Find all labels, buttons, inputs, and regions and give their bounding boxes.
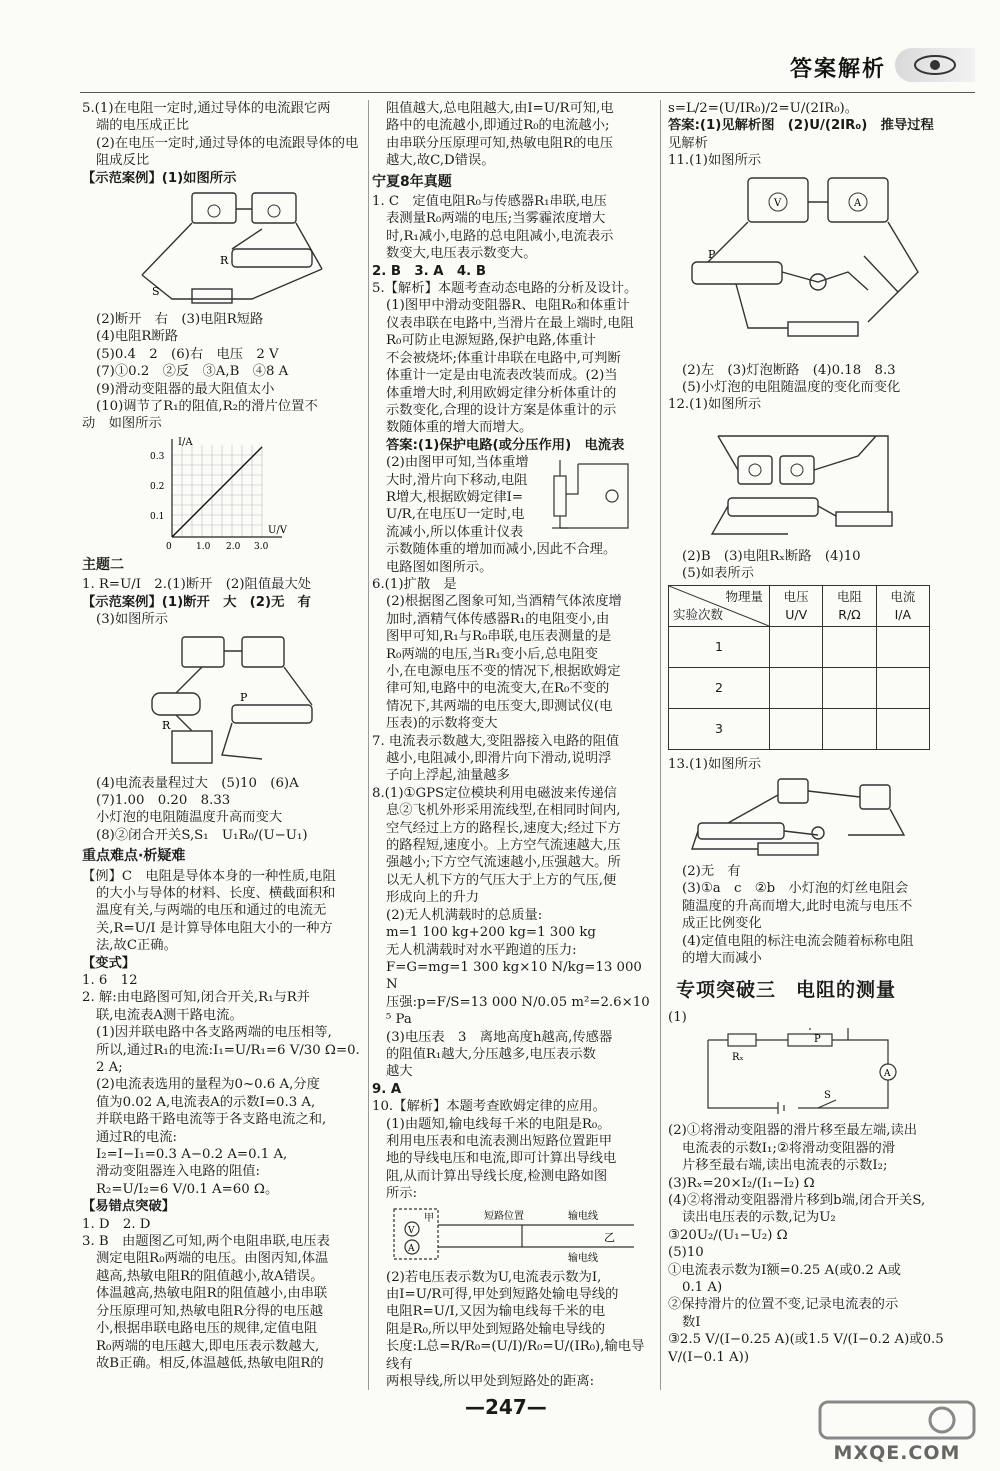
text-line: 所以,通过R₁的电流:I₁=U/R₁=6 V/30 Ω=0.2 A; <box>96 1042 360 1075</box>
text-line: 的阻值R₁越大,分压越多,电压表示数 <box>386 1046 596 1062</box>
text-line: 流减小,所以体重计仪表 <box>386 524 524 540</box>
text-line: 时,R₁减小,电路的总电阻减小,电流表示 <box>386 228 614 244</box>
text-line: 【变式】 <box>82 955 136 971</box>
table-cell: 1 <box>669 626 770 667</box>
text-line: ①电流表示数为I额=0.25 A(或0.2 A或 <box>668 1262 901 1278</box>
switch-label: S <box>152 285 160 299</box>
text-line: R₀两端的电压,当R₁变小后,总电阻变 <box>386 646 598 662</box>
iu-graph-figure <box>82 435 364 553</box>
text-line: 并联电路干路电流等于各支路电流之和, <box>96 1112 327 1128</box>
text-line: 大时,滑片向下移动,电阻 <box>386 472 528 488</box>
circuit-label: P <box>240 690 248 704</box>
text-line: 的路程短,速度小。上方空气流速越大,压 <box>386 838 621 854</box>
text-line: R增大,根据欧姆定律I= <box>386 489 524 505</box>
text-line: (10)调节了R₁的阻值,R₂的滑片位置不 <box>96 399 318 415</box>
text-line: 仪表串联在电路中,当滑片在最上端时,电阻 <box>386 315 634 331</box>
label-yi: 乙 <box>604 1230 615 1244</box>
column-middle <box>372 100 654 1390</box>
circuit-figure <box>668 172 948 358</box>
graph-xlabel: U/V <box>268 524 288 536</box>
transmission-line-figure <box>372 1205 654 1265</box>
text-line: 联,电流表A测干路电流。 <box>96 1007 243 1023</box>
text-line: 成正比例变化 <box>682 916 762 932</box>
text-line: 加时,酒精气体传感器R₁的电阻变小,由 <box>386 611 610 627</box>
text-line: 滑动变阻器连入电路的阻值: <box>96 1164 261 1180</box>
text-line: ③20U₂/(U₁−U₂) Ω <box>668 1227 788 1243</box>
text-line: 压表)的示数将变大 <box>386 716 498 732</box>
xtick-label: 3.0 <box>254 541 269 552</box>
section-title: 重点难点·析疑难 <box>82 848 186 865</box>
text-line: 端的电压成正比 <box>96 118 190 134</box>
text-line: 【示范案例】(1)如图所示 <box>82 170 237 186</box>
table-cell <box>770 667 823 708</box>
ammeter-icon: A <box>408 1243 415 1254</box>
text-line: 法,故C正确。 <box>96 938 177 954</box>
table-cell <box>876 708 929 749</box>
column-right <box>668 100 948 1390</box>
text-line: 1. D 2. D <box>82 1216 151 1232</box>
text-line: 电流表的示数I₁;②将滑动变阻器的滑 <box>682 1140 896 1156</box>
text-line: 值为0.02 A,电流表A的示数I=0.3 A, <box>96 1094 316 1110</box>
answer-with-figure <box>372 454 654 541</box>
text-line: (2)B (3)电阻Rₓ断路 (4)10 <box>682 548 861 564</box>
eye-icon <box>911 53 959 77</box>
text-line: (7)①0.2 ②反 ③A,B ④8 A <box>96 364 289 380</box>
text-line: 子向上浮起,油量越多 <box>386 768 510 784</box>
text-line: (5)0.4 2 (6)右 电压 2 V <box>96 346 279 362</box>
text-line: 7. 电流表示数越大,变阻器接入电路的阻值 <box>372 733 620 749</box>
text-line: 数随体重的增大而增大。 <box>386 420 533 436</box>
graph-ylabel: I/A <box>178 436 193 448</box>
text-line: 10.【解析】本题考查欧姆定律的应用。 <box>372 1099 606 1115</box>
header-rule <box>80 92 975 93</box>
circuit-diagram <box>668 775 938 859</box>
ammeter-icon: A <box>854 197 862 209</box>
text-line: 的大小与导体的材料、长度、横截面积和 <box>96 885 336 901</box>
text-line: 片移至最右端,读出电流表的示数I₂; <box>682 1158 888 1174</box>
text-line: 电阻R=U/I,又因为输电线每千米的电 <box>386 1304 606 1320</box>
text-line: 示数变化,合理的设计方案是体重计的示 <box>386 402 617 418</box>
text-line: 11.(1)如图所示 <box>668 153 762 169</box>
circuit-label: Rₓ <box>732 1052 744 1064</box>
table-cell <box>770 626 823 667</box>
header-trial: 实验次数 <box>673 607 724 623</box>
text-line: R₀可防止电源短路,保护电路,体重计 <box>386 333 596 349</box>
table-row <box>669 667 930 708</box>
text-line: (8)②闭合开关S,S₁ U₁R₀/(U−U₁) <box>96 827 308 843</box>
text-line: 小,根据串联电路电压的规律,定值电阻 <box>96 1321 318 1337</box>
text-line: (4)电阻R断路 <box>96 329 179 345</box>
text-line: (2)由图甲可知,当体重增 <box>386 455 529 471</box>
text-line: 电路图如图所示。 <box>386 559 493 575</box>
text-line: m=1 100 kg+200 kg=1 300 kg <box>386 925 596 941</box>
table-cell: 3 <box>669 708 770 749</box>
text-line: (2)左 (3)灯泡断路 (4)0.18 8.3 <box>682 362 896 378</box>
text-line: 强越小;下方空气流速越小,压强越大。所 <box>386 855 621 871</box>
text-line: 1. C 定值电阻R₀与传感器R₁串联,电压 <box>372 194 607 210</box>
text-line: R₀两端的电压越大,即电压表示数越大, <box>96 1338 320 1354</box>
text-line: 越大,故C,D错误。 <box>386 153 495 169</box>
xtick-label: 2.0 <box>226 541 241 552</box>
circuit-figure <box>668 416 948 544</box>
text-line: (2)根据图乙图象可知,当酒精气体浓度增 <box>386 594 622 610</box>
text-line: 表测量R₀两端的电压;当雾霾浓度增大 <box>386 211 606 227</box>
text-line: 小灯泡的电阻随温度升高而变大 <box>96 810 283 826</box>
text-line: 无人机满载时对水平跑道的压力: <box>386 942 577 958</box>
text-line: 测定电阻R₀两端的电压。由图丙知,体温 <box>96 1251 329 1267</box>
circuit-diagram <box>82 189 352 307</box>
text-line: I₂=I−I₁=0.3 A−0.2 A=0.1 A, <box>96 1147 288 1163</box>
text-line: 利用电压表和电流表测出短路位置距甲 <box>386 1133 613 1149</box>
text-line: (3)如图所示 <box>96 612 169 628</box>
text-line: 数变大,电压表示数变大。 <box>386 246 537 262</box>
text-line: 1. R=U/I 2.(1)断开 (2)阻值最大处 <box>82 577 312 593</box>
watermark-badge-icon <box>812 1398 982 1442</box>
text-line: 通过R的电流: <box>96 1129 177 1145</box>
table-cell: 2 <box>669 667 770 708</box>
table-corner-cell <box>669 585 770 626</box>
circuit-diagram <box>668 172 938 358</box>
text-line: s=L/2=(U/IR₀)/2=U/(2IR₀)。 <box>668 101 859 116</box>
text-line: 空气经过上方的路程长,速度大;经过下方 <box>386 820 621 836</box>
text-line: U/R,在电压U一定时,电 <box>386 507 525 523</box>
text-line: 越大 <box>386 1064 413 1080</box>
header-title: 答案解析 <box>790 57 887 82</box>
text-line: 数I <box>682 1314 701 1330</box>
text-line: (1)由题知,输电线每千米的电阻是R₀。 <box>386 1116 611 1132</box>
section-title: 宁夏8年真题 <box>372 173 452 190</box>
text-line: 律可知,电路中的电流变大,在R₀不变的 <box>386 681 610 697</box>
text-line: 8.(1)①GPS定位模块利用电磁波来传递信 <box>372 785 617 801</box>
circuit-figure <box>82 189 364 307</box>
special-section-title: 专项突破三 电阻的测量 <box>676 978 897 1001</box>
ytick-label: 0.2 <box>150 481 165 492</box>
text-line: (2)无 有 <box>682 864 741 880</box>
text-line: 3. B 由题图乙可知,两个电阻串联,电压表 <box>82 1234 330 1250</box>
circuit-label: P <box>814 1034 821 1046</box>
text-line: 体温越高,热敏电阻R的阻值越小,由串联 <box>96 1286 328 1302</box>
xtick-label: 1.0 <box>196 541 211 552</box>
text-line: 阻值越大,总电阻越大,由I=U/R可知,电 <box>386 101 614 116</box>
page-number: —247— <box>465 1395 547 1419</box>
text-line: 2. 解:由电路图可知,闭合开关,R₁与R并 <box>82 990 311 1006</box>
transmission-line-diagram <box>372 1205 642 1265</box>
text-line: 2. B 3. A 4. B <box>372 263 486 279</box>
text-line: 地的导线电压和电流,即可计算出导线电 <box>386 1151 617 1167</box>
text-line: 由串联分压原理可知,热敏电阻R的电压 <box>386 135 613 151</box>
table-cell <box>823 626 876 667</box>
text-line: 两根导线,所以甲处到短路处的距离: <box>386 1374 595 1390</box>
text-line: 1. 6 12 <box>82 972 138 988</box>
text-line: 所示: <box>386 1186 418 1202</box>
text-line: 长度:L总=R/R₀=(U/I)/R₀=U/(IR₀),输电导线有 <box>386 1339 645 1372</box>
section-title: 主题二 <box>82 556 124 573</box>
text-line: 路中的电流越小,即通过R₀的电流越小; <box>386 118 610 134</box>
table-cell <box>876 626 929 667</box>
table-row <box>669 708 930 749</box>
text-line: 随温度的升高而增大,此时电流与电压不 <box>682 898 913 914</box>
text-line: 5.【解析】本题考查动态电路的分析及设计。 <box>372 281 638 297</box>
voltmeter-icon: V <box>774 197 782 209</box>
text-line: 答案:(1)见解析图 (2)U/(2IR₀) 推导过程 <box>668 118 934 134</box>
graph-line <box>172 447 262 537</box>
table-cell <box>823 708 876 749</box>
table-header: 电阻 R/Ω <box>823 585 876 626</box>
table-row <box>669 626 930 667</box>
text-line: 示数随体重的增加而减小,因此不合理。 <box>386 542 617 558</box>
circuit-label: P <box>708 247 716 261</box>
text-line: (4)②将滑动变阻器滑片移到b端,闭合开关S, <box>668 1192 926 1208</box>
text-line: (7)1.00 0.20 8.33 <box>96 792 231 808</box>
text-line: (3)电压表 3 离地高度h越高,传感器 <box>386 1029 613 1045</box>
text-line: 以无人机下方的气压大于上方的气压,便 <box>386 872 617 888</box>
circuit-label: S <box>824 1090 831 1102</box>
text-line: 越高,热敏电阻R的阻值越小,故A错误。 <box>96 1268 324 1284</box>
header-badge <box>895 48 975 82</box>
data-table <box>668 585 930 750</box>
text-line: R₂=U/I₂=6 V/0.1 A=60 Ω。 <box>96 1181 279 1197</box>
text-line: 阻是R₀,所以甲处到短路处输电导线的 <box>386 1321 606 1337</box>
text-line: F=G=mg=1 300 kg×10 N/kg=13 000 N <box>386 959 647 993</box>
label-jia: 甲 <box>424 1212 434 1224</box>
text-line: 动 如图所示 <box>82 416 162 432</box>
text-line: (1)图甲中滑动变阻器R、电阻R₀和体重计 <box>386 298 630 314</box>
text-line: 关,R=U/I 是计算导体电阻大小的一种方 <box>96 920 333 936</box>
measurement-circuit <box>668 1028 938 1118</box>
column-left <box>82 100 364 1390</box>
text-line: (9)滑动变阻器的最大阻值太小 <box>96 381 275 397</box>
table-cell <box>823 667 876 708</box>
xtick-label: 0 <box>166 541 172 552</box>
text-line: (1)因并联电路中各支路两端的电压相等, <box>96 1025 332 1041</box>
text-line: 由I=U/R可得,甲处到短路处输电导线的 <box>386 1287 619 1302</box>
text-line: (5)如表所示 <box>682 566 755 582</box>
circuit-label: R <box>162 718 171 732</box>
text-line: 情况下,其两端的电压变大,即测试仪(电 <box>386 698 613 714</box>
label-power-line: 输电线 <box>568 1252 598 1264</box>
text-line: 的增大而减小 <box>682 951 762 967</box>
text-line: 息②飞机外形采用流线型,在相同时间内, <box>386 803 621 819</box>
text-line: 5.(1)在电阻一定时,通过导体的电流跟它两 <box>82 101 331 116</box>
circuit-diagram <box>82 631 352 771</box>
text-line: 越小,电阻减小,即滑片向下滑动,说明浮 <box>386 751 612 767</box>
header-quantity: 物理量 <box>725 588 763 604</box>
circuit-figure <box>82 631 364 771</box>
text-line: (2)电流表选用的量程为0~0.6 A,分度 <box>96 1077 320 1093</box>
text-line: (2)在电压一定时,通过导体的电流跟导体的电阻成反比 <box>96 135 359 169</box>
ytick-label: 0.3 <box>150 451 165 462</box>
text-line: 9. A <box>372 1081 402 1097</box>
text-line: 12.(1)如图所示 <box>668 397 762 413</box>
text-line: (4)定值电阻的标注电流会随着标称电阻 <box>682 933 914 949</box>
text-line: (2)无人机满载时的总质量: <box>386 907 543 923</box>
text-line: 小,在电源电压不变的情况下,根据欧姆定 <box>386 664 621 679</box>
text-line: (2)若电压表示数为U,电流表示数为I, <box>386 1269 602 1285</box>
text-line: 压强:p=F/S=13 000 N/0.05 m²=2.6×10⁵ Pa <box>386 994 650 1028</box>
column-divider <box>368 100 369 1390</box>
text-line: 阻,从而计算出导线长度,检测电路如图 <box>386 1168 608 1184</box>
text-line: 13.(1)如图所示 <box>668 756 762 772</box>
watermark-logo <box>812 1398 982 1466</box>
text-line: (3)Rₓ=20×I₂/(I₁−I₂) Ω <box>668 1175 815 1191</box>
circuit-figure <box>668 775 948 859</box>
text-line: 温度有关,与两端的电压和通过的电流无 <box>96 903 327 919</box>
label-power-line: 输电线 <box>568 1210 598 1222</box>
measurement-circuit-figure <box>668 1028 948 1118</box>
text-line: (1) <box>668 1009 687 1025</box>
text-line: 读出电压表的示数,记为U₂ <box>682 1210 836 1226</box>
watermark-text: MXQE.COM <box>833 1442 961 1464</box>
text-line: 体重计一定是由电流表改装而成。(2)当 <box>386 368 618 384</box>
table-header: 电压 U/V <box>770 585 823 626</box>
text-line: ②保持滑片的位置不变,记录电流表的示 <box>668 1297 899 1313</box>
iu-graph <box>82 435 352 553</box>
resistor-label: R <box>220 254 229 268</box>
text-line: 见解析 <box>668 135 708 151</box>
text-line: 故B正确。相反,体温越低,热敏电阻R的 <box>96 1355 324 1371</box>
text-line: (3)①a c ②b 小灯泡的灯丝电阻会 <box>682 881 909 897</box>
text-line: (4)电流表量程过大 (5)10 (6)A <box>96 775 299 791</box>
text-line: 图甲可知,R₁与R₀串联,电压表测量的是 <box>386 629 612 645</box>
ammeter-icon: A <box>884 1069 891 1080</box>
circuit-diagram <box>668 416 938 544</box>
table-cell <box>876 667 929 708</box>
text-line: (5)10 <box>668 1245 704 1261</box>
page-header <box>0 0 1000 110</box>
text-line: 体重增大时,利用欧姆定律分析体重计的 <box>386 385 617 401</box>
text-line: 【示范案例】(1)断开 大 (2)无 有 <box>82 594 311 610</box>
text-line: 分压原理可知,热敏电阻R分得的电压越 <box>96 1303 323 1319</box>
text-line: 【例】C 电阻是导体本身的一种性质,电阻 <box>82 868 336 884</box>
text-line: ③2.5 V/(I−0.25 A)(或1.5 V/(I−0.2 A)或0.5 V/(I−0.1 A)) <box>668 1332 948 1365</box>
column-divider <box>660 100 661 1390</box>
table-cell <box>770 708 823 749</box>
weight-scale-circuit <box>548 454 638 536</box>
text-line: 0.1 A) <box>682 1279 723 1295</box>
table-header: 电流 I/A <box>876 585 929 626</box>
text-line: (5)小灯泡的电阻随温度的变化而变化 <box>682 380 901 396</box>
text-line: 形成向上的升力 <box>386 890 480 906</box>
text-line: (2)①将滑动变阻器的滑片移至最左端,读出 <box>668 1123 918 1139</box>
ytick-label: 0.1 <box>150 511 165 522</box>
text-line: 不会被烧坏;体重计串联在电路中,可判断 <box>386 350 621 366</box>
text-line: 【易错点突破】 <box>82 1199 176 1215</box>
text-line: (2)断开 右 (3)电阻R短路 <box>96 312 264 328</box>
label-short-position: 短路位置 <box>484 1210 524 1222</box>
text-line: 答案:(1)保护电路(或分压作用) 电流表 <box>386 437 625 453</box>
text-line: 6.(1)扩散 是 <box>372 576 457 592</box>
voltmeter-icon: V <box>408 1225 415 1236</box>
